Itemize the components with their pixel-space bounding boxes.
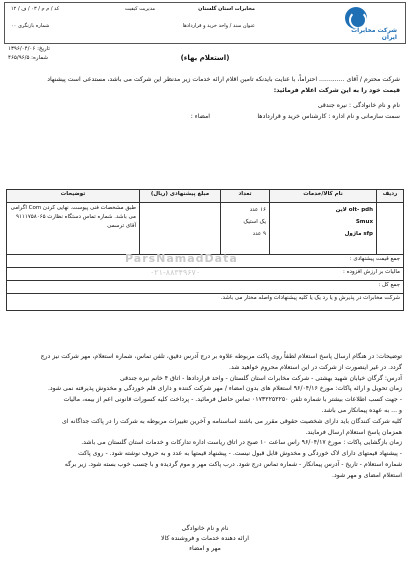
note-line: - جهت کسب اطلاعات بیشتر با شماره تلفن ۰۱۷۳۲۲۵۲۲۵۰ تماس حاصل فرمائید. - پرداخت کلیه کسورات قانونی اعم از بیمه، مالیات [63,396,402,404]
table-row [7,268,404,281]
tci-logo [337,7,397,41]
contact-signature-label: امضاء : [190,113,210,120]
note-line: گردد. در غیر اینصورت از شرکت در این استعلام محروم خواهید شد. [229,363,402,371]
item-description: طبق مشخصات فنی پیوست. نهایی کردن Com اگرامی می باشد. شماره تماس دستگاه نظارت ۹۱۱۱۷۵۸۰۶۵ آقای ترسمی [7,203,140,255]
document-date: تاریخ: ۱۳۹۶/۰۴/۰۶ [8,46,50,52]
table-row [7,294,404,311]
contact-name: نام و نام خانوادگی : نیره جندقی [317,102,400,109]
tax-label: مالیات بر ارزش افزوده : [7,268,404,281]
grand-total-label: جمع کل : [7,281,404,294]
note-line: - پیشنهاد قیمتهای دارای لاک خوردگی و مخدوش قابل قبول نیست. - پیشنهاد قیمتها به عدد و به حروف نوشته شود. - روی پاکت [78,450,402,458]
watermark-text: ParsNamadData [125,252,238,265]
watermark-phone: ۰۲۱-۸۸۳۴۹۶۷۰ [150,268,201,277]
note-line: کلیه شرکت کنندگان باید دارای شخصیت حقوقی مقرر می باشند اساسنامه و آخرین تغییرات مربوطه به شرکت را در پاکت جداگانه ای [62,417,402,425]
revision-number: شماره بازنگری ۰۰ [11,23,50,29]
company-name: مخابرات استان گلستان [198,6,255,12]
col-row: ردیف [377,190,404,203]
item-count: ۹ عدد [252,231,266,237]
signature-provider-label: ارائه دهنده خدمات و فروشنده کالا [160,535,250,542]
page-title: (استعلام بهاء) [180,54,230,62]
table-header-row [7,190,404,203]
col-description: توضیحات [7,190,140,203]
document-number: شماره: ۴۶۵/۹۶/۵ [8,55,49,61]
item-name: Smux [355,219,373,225]
item-count: ۱۶ عدد [249,207,266,213]
note-line: زمان بازگشایی پاکات : مورخ ۹۶/۰۴/۱۷ راس ساعت ۱۰ صبح در اتاق ریاست اداره تدارکات و خدمات استان گلستان می باشد. [81,439,402,447]
form-title: عنوان سند / واحد خرید و قراردادها [182,23,255,29]
note-line: آدرس: گرگان خیابان شهید بهشتی - شرکت مخابرات استان گلستان - واحد قراردادها - اتاق ۴ خانم نیره جندقی [120,374,402,382]
item-price-cell [140,203,221,255]
intro-request: قیمت خود را به این شرکت اعلام فرمائید: [273,87,400,94]
notes-section [8,352,402,482]
item-name: ماژول sfp [344,231,373,237]
signature-name-label: نام و نام خانوادگی [181,525,229,532]
note-line: و ... به عهده پیمانکار می باشد. [321,406,402,414]
item-counts-cell [221,203,270,255]
total-label: جمع قیمت پیشنهادی : [7,255,404,268]
note-line: شماره استعلام - تاریخ - آدرس پیمانکار - شماره تماس درج شود. درب پاکت مهر و موم گردیده و با چسب خوب بسته شود. زیر برگه [64,460,402,468]
form-code: کد / م م / ۰۳ / ف / ۱۲ [11,6,60,12]
tci-logo-icon [345,7,367,29]
department-name: مدیریت کیفیت [124,6,155,12]
document-header [4,2,406,44]
item-names-cell [270,203,377,255]
note-line: زمان تحویل و ارائه پاکات: مورخ ۹۶/۰۴/۱۶ استعلام های بدون امضاء / مهر شرکت کننده و دارای قلم خوردگی و مخدوش پذیرفته نمی شود. [47,385,402,393]
items-table [6,189,404,311]
col-count: تعداد [221,190,270,203]
item-name: لاین olt- pdh [335,207,373,213]
table-row [7,203,404,255]
note-line: استعلام امضای و مهر شود. [332,471,402,479]
table-row [7,281,404,294]
col-price: مبلغ پیشنهادی (ریال) [140,190,221,203]
table-footer-note: شرکت مخابرات در پذیرش و یا رد یک یا کلیه پیشنهادات واصله مختار می باشد. [7,294,404,311]
logo-text: شرکت مخابرات ایران [351,27,397,41]
note-line: همزمان پاسخ استعلام ارسال فرمایند. [305,428,402,436]
contact-post: سمت سازمانی و نام اداره : کارشناس خرید و قراردادها [257,113,400,120]
signature-stamp-label: مهر و امضاء [189,545,221,552]
row-number-cell [377,203,404,255]
note-line: توضیحات: در هنگام ارسال پاسخ استعلام لطفاً روی پاکت مربوطه علاوه بر درج آدرس دقیق، تلفن تماس، شماره استعلام، مهر شرکت نیز درج [40,353,402,360]
signature-block [0,524,410,554]
item-count: یک استیک [243,219,266,225]
col-item: نام کالا/خدمات [270,190,377,203]
intro-greeting: شرکت محترم / آقای ............. احتراماً، با عنایت بایدنکه تامین اقلام ارائه خدمات زیر مدنظر این شرکت می باشد، مستدعی است پیشنهاد [47,76,400,83]
